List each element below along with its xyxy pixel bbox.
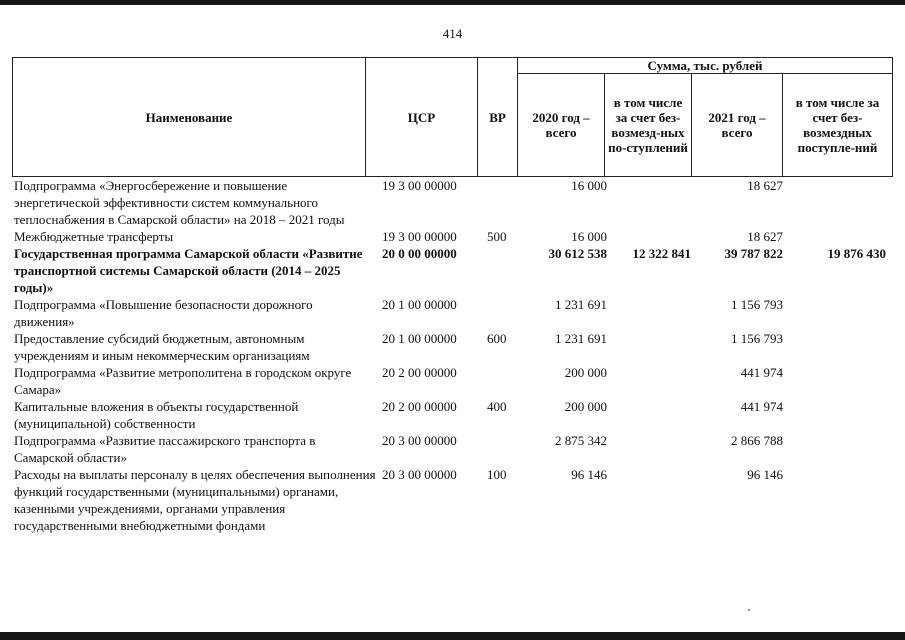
row-vr: 100 (487, 467, 507, 482)
row-2021-free (789, 177, 892, 228)
row-vr (483, 245, 521, 296)
row-csr: 20 1 00 00000 (382, 331, 457, 346)
row-2020-free (613, 296, 697, 330)
row-csr: 20 1 00 00000 (382, 297, 457, 312)
row-csr: 20 2 00 00000 (382, 399, 457, 414)
row-csr: 20 3 00 00000 (382, 467, 457, 482)
row-name: Капитальные вложения в объекты государственной (муниципальной) собственности (14, 399, 299, 431)
row-2020-total: 1 231 691 (555, 331, 607, 346)
row-name: Подпрограмма «Развитие метрополитена в городском округе Самара» (14, 365, 352, 397)
row-2021-free (789, 330, 892, 364)
row-csr: 19 3 00 00000 (382, 178, 457, 193)
scan-speck (748, 609, 750, 611)
row-name: Подпрограмма «Энергосбережение и повышение энергетической эффективности систем коммунального теплоснабжения в Самарской области» на 2018 – 2021 годы (14, 178, 345, 227)
row-2021-total: 18 627 (747, 229, 783, 244)
row-2021-free (789, 228, 892, 245)
row-name: Подпрограмма «Повышение безопасности дорожного движения» (14, 297, 313, 329)
row-2020-total: 200 000 (564, 399, 607, 414)
row-2020-free (613, 432, 697, 466)
row-2021-total: 39 787 822 (724, 246, 783, 261)
row-2020-free (613, 364, 697, 398)
row-2020-free (613, 177, 697, 228)
row-name: Предоставление субсидий бюджетным, автономным учреждениям и иным некоммерческим организациям (14, 331, 310, 363)
row-vr (483, 364, 521, 398)
table-row (12, 398, 892, 432)
row-name: Межбюджетные трансферты (14, 229, 174, 244)
header-sum-group: Сумма, тыс. рублей (518, 58, 893, 74)
bottom-border-bar (0, 632, 905, 640)
header-2020-total: 2020 год – всего (518, 74, 605, 177)
table-row (12, 296, 892, 330)
row-2020-free (613, 228, 697, 245)
row-vr (483, 177, 521, 228)
header-2021-free: в том числе за счет без-возмездных поступле-ний (783, 74, 893, 177)
budget-table-body (12, 177, 892, 534)
table-row (12, 245, 892, 296)
row-2020-free (613, 330, 697, 364)
row-2021-free (789, 398, 892, 432)
row-2021-total: 18 627 (747, 178, 783, 193)
table-header (12, 57, 893, 177)
row-name: Подпрограмма «Развитие пассажирского транспорта в Самарской области» (14, 433, 316, 465)
row-name: Государственная программа Самарской области «Развитие транспортной системы Самарской области (2014 – 2025 годы)» (14, 246, 363, 295)
row-2021-free (789, 466, 892, 534)
row-vr (483, 432, 521, 466)
table-row (12, 177, 892, 228)
header-2021-total: 2021 год – всего (692, 74, 783, 177)
row-2020-free (613, 398, 697, 432)
header-csr: ЦСР (366, 58, 478, 177)
page-number: 414 (442, 26, 463, 41)
header-2020-free: в том числе за счет без-возмезд-ных по-ступлений (605, 74, 692, 177)
row-2020-total: 2 875 342 (555, 433, 607, 448)
row-2021-free (789, 296, 892, 330)
row-2021-free (789, 364, 892, 398)
row-2020-total: 200 000 (564, 365, 607, 380)
row-2021-free: 19 876 430 (827, 246, 886, 261)
row-2020-total: 16 000 (571, 178, 607, 193)
header-vr: ВР (478, 58, 518, 177)
row-2021-free (789, 432, 892, 466)
table-row (12, 228, 892, 245)
table-row (12, 466, 892, 534)
row-2021-total: 96 146 (747, 467, 783, 482)
row-csr: 20 3 00 00000 (382, 433, 457, 448)
row-vr: 500 (487, 229, 507, 244)
row-2020-free (613, 466, 697, 534)
row-csr: 20 2 00 00000 (382, 365, 457, 380)
table-row (12, 330, 892, 364)
row-2020-total: 30 612 538 (548, 246, 607, 261)
table-row (12, 432, 892, 466)
row-2020-total: 1 231 691 (555, 297, 607, 312)
row-name: Расходы на выплаты персоналу в целях обеспечения выполнения функций государственными (муниципальными) органами, казенными учреждениями, органами управления государственными внебюджетными фондами (14, 467, 376, 533)
row-2020-free: 12 322 841 (632, 246, 691, 261)
row-2020-total: 96 146 (571, 467, 607, 482)
top-border-bar (0, 0, 905, 5)
row-2021-total: 441 974 (740, 399, 783, 414)
row-2021-total: 1 156 793 (731, 297, 783, 312)
row-vr: 400 (487, 399, 507, 414)
table-row (12, 364, 892, 398)
row-2021-total: 441 974 (740, 365, 783, 380)
row-2021-total: 2 866 788 (731, 433, 783, 448)
row-vr (483, 296, 521, 330)
row-2020-total: 16 000 (571, 229, 607, 244)
row-csr: 20 0 00 00000 (382, 246, 457, 261)
row-2021-total: 1 156 793 (731, 331, 783, 346)
header-name: Наименование (13, 58, 366, 177)
row-vr: 600 (487, 331, 507, 346)
row-csr: 19 3 00 00000 (382, 229, 457, 244)
